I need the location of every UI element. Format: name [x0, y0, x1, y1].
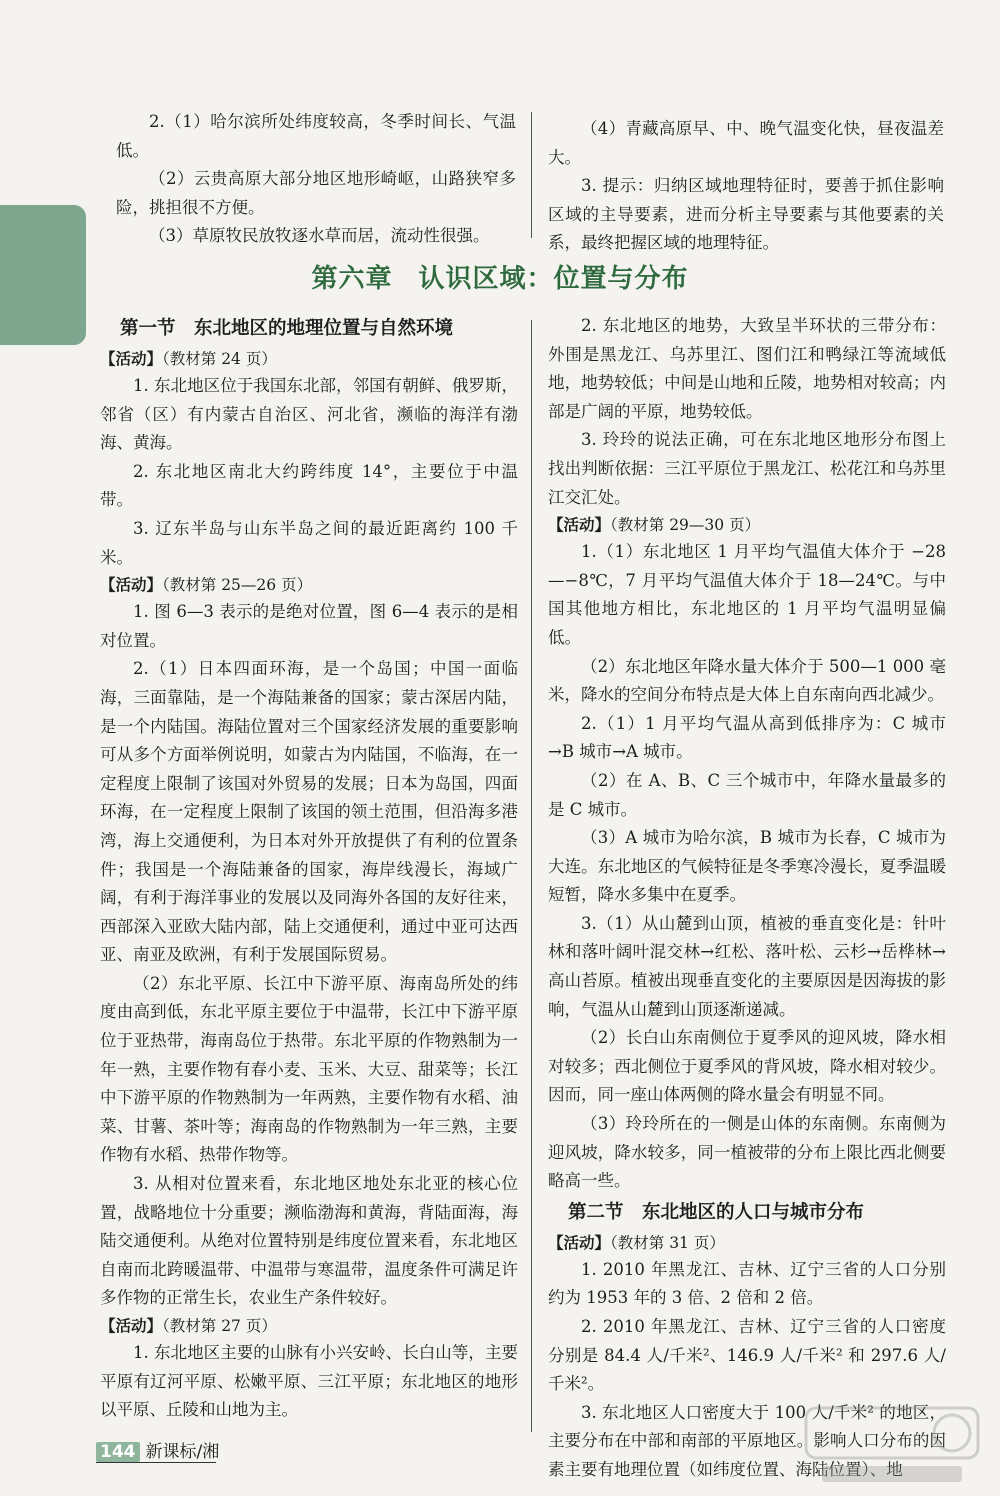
activity-label: 【活动】（教材第 31 页）: [548, 1233, 725, 1252]
answer-paragraph: （2）东北平原、长江中下游平原、海南岛所处的纬度由高到低，东北平原主要位于中温带，长江中下游平原位于亚热带，海南岛位于热带。东北平原的作物熟制为一年一熟，主要作物有春小麦、玉米、大豆、甜菜等；长江中下游平原的作物熟制为一年两熟，主要作物有水稻、油菜、甘薯、茶叶等；海南岛的作物熟制为一年三熟，主要作物有水稻、热带作物等。: [100, 973, 518, 1165]
answer-paragraph: 1. 东北地区主要的山脉有小兴安岭、长白山等，主要平原有辽河平原、松嫩平原、三江平原；东北地区的地形以平原、丘陵和山地为主。: [100, 1343, 518, 1420]
chapter-title: [0, 258, 1000, 295]
page-footer: [96, 1437, 219, 1462]
answer-paragraph: （2）长白山东南侧位于夏季风的迎风坡，降水相对较多；西北侧位于夏季风的背风坡，降水相对较少。因而，同一座山体两侧的降水量会有明显不同。: [548, 1028, 946, 1105]
answer-paragraph: （4）青藏高原早、中、晚气温变化快，昼夜温差大。: [548, 119, 944, 167]
activity-label: 【活动】（教材第 27 页）: [100, 1317, 277, 1335]
answer-paragraph: 3. 提示：归纳区域地理特征时，要善于抓住影响区域的主导要素，进而分析主导要素与其他要素的关系，最终把握区域的地理特征。: [548, 176, 944, 253]
footer-rule: [96, 1462, 216, 1463]
answer-paragraph: 3. 辽东半岛与山东半岛之间的最近距离约 100 千米。: [100, 518, 518, 567]
activity-label: 【活动】（教材第 25—26 页）: [100, 576, 313, 595]
answer-paragraph: 1. 2010 年黑龙江、吉林、辽宁三省的人口分别约为 1953 年的 3 倍、2 倍和 2 倍。: [548, 1259, 946, 1308]
answer-paragraph: （2）东北地区年降水量大体介于 500—1 000 毫米，降水的空间分布特点是大体上自东南向西北减少。: [548, 656, 946, 705]
answer-paragraph: 1. 图 6—3 表示的是绝对位置，图 6—4 表示的是相对位置。: [100, 602, 518, 650]
answer-paragraph: （2）在 A、B、C 三个城市中，年降水量最多的是 C 城市。: [548, 770, 946, 819]
right-column: [548, 312, 946, 1485]
section-heading: 第二节 东北地区的人口与城市分布: [568, 1201, 865, 1223]
column-divider: [531, 320, 532, 1432]
page-number: 144: [96, 1442, 140, 1462]
answer-paragraph: 2. 东北地区南北大约跨纬度 14°，主要位于中温带。: [100, 461, 518, 510]
activity-label: 【活动】（教材第 24 页）: [100, 350, 277, 368]
top-left-answers: [116, 108, 516, 251]
answer-paragraph: （3）玲玲所在的一侧是山体的东南侧。东南侧为迎风坡，降水较多，同一植被带的分布上限比西北侧要略高一些。: [548, 1114, 946, 1191]
answer-paragraph: 3. 玲玲的说法正确，可在东北地区地形分布图上找出判断依据：三江平原位于黑龙江、松花江和乌苏里江交汇处。: [548, 430, 946, 507]
answer-paragraph: 1. 东北地区位于我国东北部，邻国有朝鲜、俄罗斯，邻省（区）有内蒙古自治区、河北省，濒临的海洋有渤海、黄海。: [100, 376, 518, 453]
answer-paragraph: 2.（1）日本四面环海，是一个岛国；中国一面临海，三面靠陆，是一个海陆兼备的国家；蒙古深居内陆，是一个内陆国。海陆位置对三个国家经济发展的重要影响可从多个方面举例说明，如蒙古为内陆国，不临海，在一定程度上限制了该国对外贸易的发展；日本为岛国，四面环海，在一定程度上限制了该国的领土范围，但沿海多港湾，海上交通便利，为日本对外开放提供了有利的位置条件；我国是一个海陆兼备的国家，海岸线漫长，海域广阔，有利于海洋事业的发展以及同海外各国的友好往来，西部深入亚欧大陆内部，陆上交通便利，通过中亚可达西亚、南亚及欧洲，有利于发展国际贸易。: [100, 659, 518, 965]
left-column: [100, 312, 518, 1425]
column-divider: [531, 112, 532, 238]
chapter-number: 第六章: [311, 264, 393, 294]
answer-paragraph: 2.（1）1 月平均气温从高到低排序为：C 城市→B 城市→A 城市。: [548, 713, 946, 762]
answer-paragraph: 2.（1）哈尔滨所处纬度较高，冬季时间长、气温低。: [116, 112, 516, 160]
activity-label: 【活动】（教材第 29—30 页）: [548, 516, 761, 535]
answer-paragraph: （3）A 城市为哈尔滨，B 城市为长春，C 城市为大连。东北地区的气候特征是冬季寒冷漫长，夏季温暖短暂，降水多集中在夏季。: [548, 828, 946, 905]
answer-paragraph: 3.（1）从山麓到山顶，植被的垂直变化是：针叶林和落叶阔叶混交林→红松、落叶松、云杉→岳桦林→高山苔原。植被出现垂直变化的主要原因是因海拔的影响，气温从山麓到山顶逐渐递减。: [548, 913, 946, 1019]
chapter-name: 认识区域：位置与分布: [418, 264, 689, 294]
answer-paragraph: 1.（1）东北地区 1 月平均气温值大体介于 −28—−8℃，7 月平均气温值大体介于 18—24℃。与中国其他地方相比，东北地区的 1 月平均气温明显偏低。: [548, 542, 946, 647]
answer-paragraph: （3）草原牧民放牧逐水草而居，流动性很强。: [149, 226, 490, 246]
series-label: 新课标/湘: [145, 1442, 220, 1462]
section-heading: 第一节 东北地区的地理位置与自然环境: [120, 318, 454, 339]
answer-paragraph: 3. 东北地区人口密度大于 100 人/千米² 的地区，主要分布在中部和南部的平原地区。影响人口分布的因素主要有地理位置（如纬度位置、海陆位置）、地: [548, 1402, 946, 1479]
answer-paragraph: 2. 东北地区的地势，大致呈半环状的三带分布：外围是黑龙江、乌苏里江、图们江和鸭绿江等流域低地，地势较低；中间是山地和丘陵，地势相对较高；内部是广阔的平原，地势较低。: [548, 316, 946, 421]
answer-paragraph: （2）云贵高原大部分地区地形崎岖，山路狭窄多险，挑担很不方便。: [116, 169, 516, 217]
answer-paragraph: 3. 从相对位置来看，东北地区地处东北亚的核心位置，战略地位十分重要；濒临渤海和黄海，背陆面海，海陆交通便利。从绝对位置特别是纬度位置来看，东北地区自南而北跨暖温带、中温带与寒温带，温度条件可满足许多作物的正常生长，农业生产条件较好。: [100, 1174, 518, 1308]
watermark-logo: [802, 1402, 982, 1488]
top-right-answers: [548, 115, 944, 258]
answer-paragraph: 2. 2010 年黑龙江、吉林、辽宁三省的人口密度分别是 84.4 人/千米²、146.9 人/千米² 和 297.6 人/千米²。: [548, 1317, 946, 1394]
